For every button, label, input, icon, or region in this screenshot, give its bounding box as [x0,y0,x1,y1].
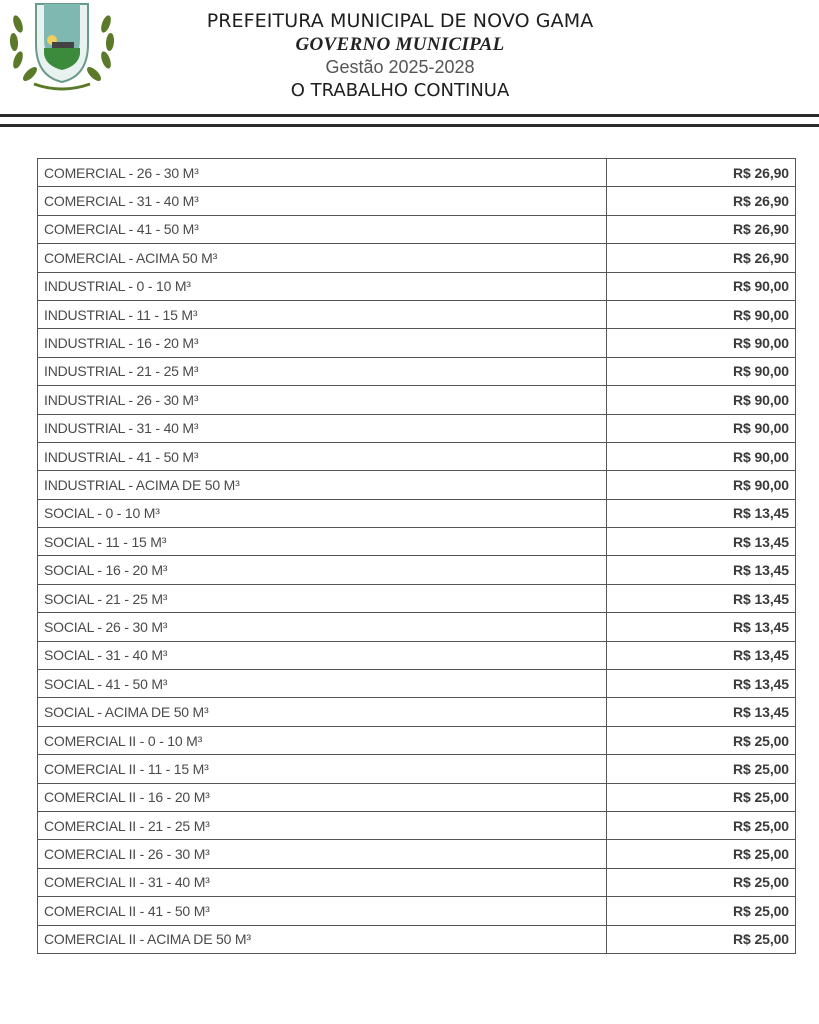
tariff-price: R$ 13,45 [607,670,796,698]
tariff-price: R$ 25,00 [607,897,796,925]
tariff-category: INDUSTRIAL - ACIMA DE 50 M³ [38,471,607,499]
letterhead [0,0,819,112]
tariff-price: R$ 13,45 [607,556,796,584]
tariff-category: INDUSTRIAL - 31 - 40 M³ [38,414,607,442]
tariff-price: R$ 13,45 [607,499,796,527]
tariff-price: R$ 90,00 [607,300,796,328]
table-row [38,925,796,953]
tariff-price: R$ 26,90 [607,244,796,272]
tariff-category: SOCIAL - 11 - 15 M³ [38,528,607,556]
municipality-title: PREFEITURA MUNICIPAL DE NOVO GAMA [206,10,594,32]
tariff-price: R$ 25,00 [607,840,796,868]
header-divider-top [0,114,819,117]
tariff-price: R$ 90,00 [607,386,796,414]
tariff-category: COMERCIAL II - 26 - 30 M³ [38,840,607,868]
tariff-price: R$ 13,45 [607,528,796,556]
tariff-category: COMERCIAL II - 0 - 10 M³ [38,726,607,754]
tariff-category: INDUSTRIAL - 41 - 50 M³ [38,442,607,470]
tariff-price: R$ 13,45 [607,613,796,641]
tariff-price: R$ 26,90 [607,187,796,215]
table-row [38,698,796,726]
tariff-price: R$ 25,00 [607,726,796,754]
table-row [38,414,796,442]
tariff-price: R$ 90,00 [607,442,796,470]
table-row [38,300,796,328]
tariff-category: COMERCIAL II - ACIMA DE 50 M³ [38,925,607,953]
header-divider-bottom [0,124,819,127]
table-row [38,471,796,499]
motto: O TRABALHO CONTINUA [290,80,510,101]
tariff-price: R$ 25,00 [607,811,796,839]
tariff-category: SOCIAL - 31 - 40 M³ [38,641,607,669]
table-row [38,840,796,868]
table-row [38,159,796,187]
tariff-category: SOCIAL - 41 - 50 M³ [38,670,607,698]
municipal-coat-of-arms-icon [4,0,120,94]
tariff-price: R$ 25,00 [607,925,796,953]
tariff-price: R$ 13,45 [607,584,796,612]
tariff-category: SOCIAL - 0 - 10 M³ [38,499,607,527]
tariff-category: COMERCIAL II - 41 - 50 M³ [38,897,607,925]
tariff-category: SOCIAL - 21 - 25 M³ [38,584,607,612]
tariff-category: SOCIAL - 16 - 20 M³ [38,556,607,584]
table-row [38,556,796,584]
table-row [38,726,796,754]
tariff-category: INDUSTRIAL - 21 - 25 M³ [38,357,607,385]
tariff-category: COMERCIAL - 41 - 50 M³ [38,215,607,243]
tariff-price: R$ 90,00 [607,357,796,385]
table-row [38,357,796,385]
table-row [38,868,796,896]
table-row [38,528,796,556]
table-row [38,499,796,527]
table-row [38,584,796,612]
table-row [38,811,796,839]
tariff-price: R$ 90,00 [607,414,796,442]
tariff-category: COMERCIAL II - 11 - 15 M³ [38,755,607,783]
table-row [38,670,796,698]
tariff-price: R$ 90,00 [607,329,796,357]
table-row [38,783,796,811]
tariff-category: COMERCIAL II - 31 - 40 M³ [38,868,607,896]
tariff-category: INDUSTRIAL - 26 - 30 M³ [38,386,607,414]
tariff-category: COMERCIAL - 26 - 30 M³ [38,159,607,187]
tariff-price: R$ 26,90 [607,159,796,187]
tariff-category: INDUSTRIAL - 11 - 15 M³ [38,300,607,328]
tariff-price: R$ 90,00 [607,272,796,300]
tariff-price: R$ 25,00 [607,783,796,811]
table-row [38,442,796,470]
table-row [38,272,796,300]
administration-term: Gestão 2025-2028 [325,57,475,77]
table-row [38,386,796,414]
tariff-category: INDUSTRIAL - 0 - 10 M³ [38,272,607,300]
table-row [38,187,796,215]
tariff-price: R$ 26,90 [607,215,796,243]
tariff-table [37,158,796,954]
tariff-price: R$ 25,00 [607,755,796,783]
tariff-category: INDUSTRIAL - 16 - 20 M³ [38,329,607,357]
tariff-price: R$ 90,00 [607,471,796,499]
table-row [38,329,796,357]
table-row [38,897,796,925]
table-row [38,613,796,641]
tariff-price: R$ 25,00 [607,868,796,896]
table-row [38,755,796,783]
table-row [38,244,796,272]
tariff-price: R$ 13,45 [607,641,796,669]
tariff-category: COMERCIAL - 31 - 40 M³ [38,187,607,215]
tariff-category: SOCIAL - 26 - 30 M³ [38,613,607,641]
table-row [38,641,796,669]
government-subtitle: GOVERNO MUNICIPAL [295,34,505,55]
tariff-category: COMERCIAL - ACIMA 50 M³ [38,244,607,272]
tariff-category: SOCIAL - ACIMA DE 50 M³ [38,698,607,726]
tariff-price: R$ 13,45 [607,698,796,726]
table-row [38,215,796,243]
tariff-category: COMERCIAL II - 21 - 25 M³ [38,811,607,839]
tariff-category: COMERCIAL II - 16 - 20 M³ [38,783,607,811]
